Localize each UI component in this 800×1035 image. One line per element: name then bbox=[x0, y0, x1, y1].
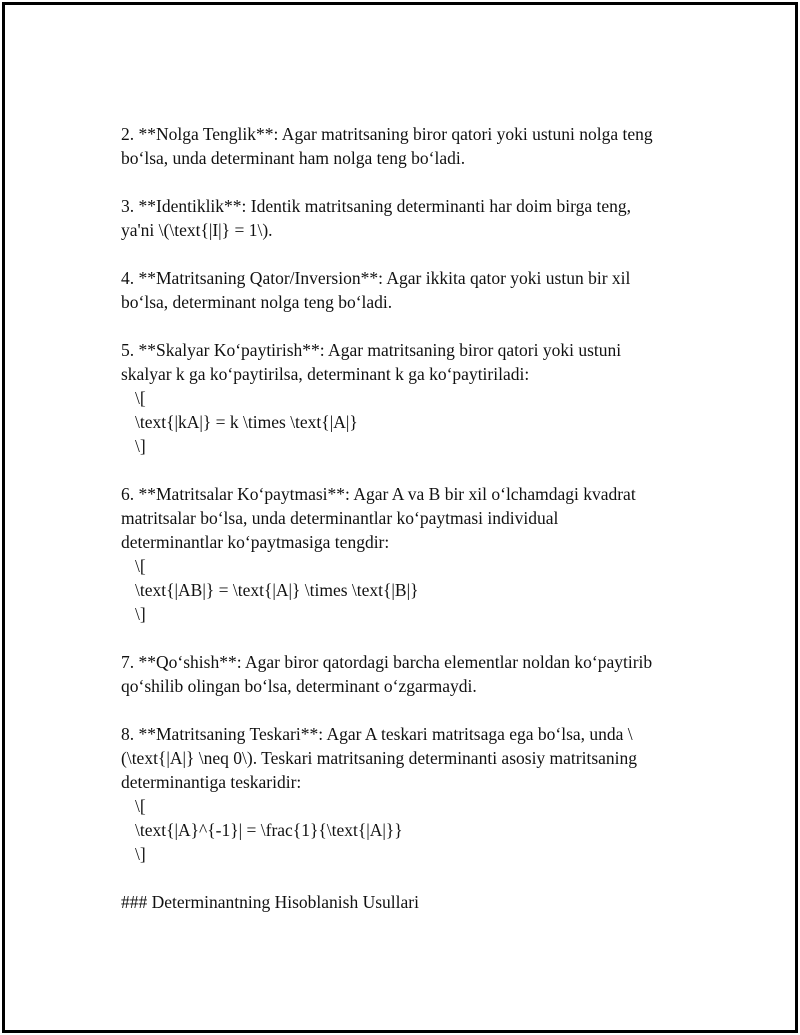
item-text: 8. **Matritsaning Teskari**: Agar A teskari matritsaga ega bo‘lsa, unda \ (\text{|A|} \neq 0\). Teskari matritsaning determinanti asosiy matritsaning determinantiga teskaridir: bbox=[121, 724, 638, 792]
list-item-qator-inversion bbox=[121, 266, 711, 314]
list-item-identiklik bbox=[121, 194, 711, 242]
item-text: 6. **Matritsalar Ko‘paytmasi**: Agar A va B bir xil o‘lchamdagi kvadrat matritsalar bo‘lsa, unda determinantlar ko‘paytmasi individual determinantlar ko‘paytmasiga tengdir: bbox=[121, 484, 636, 552]
list-item-qoshish bbox=[121, 650, 711, 698]
document-body bbox=[121, 122, 711, 914]
formula-block: \[ \text{|A}^{-1}| = \frac{1}{\text{|A|}} \] bbox=[135, 796, 403, 864]
item-text: 2. **Nolga Tenglik**: Agar matritsaning biror qatori yoki ustuni nolga teng bo‘lsa, unda determinant ham nolga teng bo‘ladi. bbox=[121, 124, 653, 168]
item-text: 7. **Qo‘shish**: Agar biror qatordagi barcha elementlar noldan ko‘paytirib qo‘shilib olingan bo‘lsa, determinant o‘zgarmaydi. bbox=[121, 652, 653, 696]
list-item-matritsalar-kopaytmasi bbox=[121, 482, 711, 626]
item-text: 4. **Matritsaning Qator/Inversion**: Agar ikkita qator yoki ustun bir xil bo‘lsa, determinant nolga teng bo‘ladi. bbox=[121, 268, 631, 312]
formula-block: \[ \text{|kA|} = k \times \text{|A|} \] bbox=[135, 388, 358, 456]
formula-block: \[ \text{|AB|} = \text{|A|} \times \text{|B|} \] bbox=[135, 556, 419, 624]
list-item-matritsaning-teskari bbox=[121, 722, 711, 866]
item-text: 5. **Skalyar Ko‘paytirish**: Agar matritsaning biror qatori yoki ustuni skalyar k ga ko‘paytirilsa, determinant k ga ko‘paytiriladi: bbox=[121, 340, 622, 384]
list-item-nolga-tenglik bbox=[121, 122, 711, 170]
page-frame bbox=[2, 2, 798, 1033]
section-heading: ### Determinantning Hisoblanish Usullari bbox=[121, 892, 419, 912]
list-item-skalyar-kopaytirish bbox=[121, 338, 711, 458]
item-text: 3. **Identiklik**: Identik matritsaning determinanti har doim birga teng, ya'ni \(\text{|I|} = 1\). bbox=[121, 196, 631, 240]
